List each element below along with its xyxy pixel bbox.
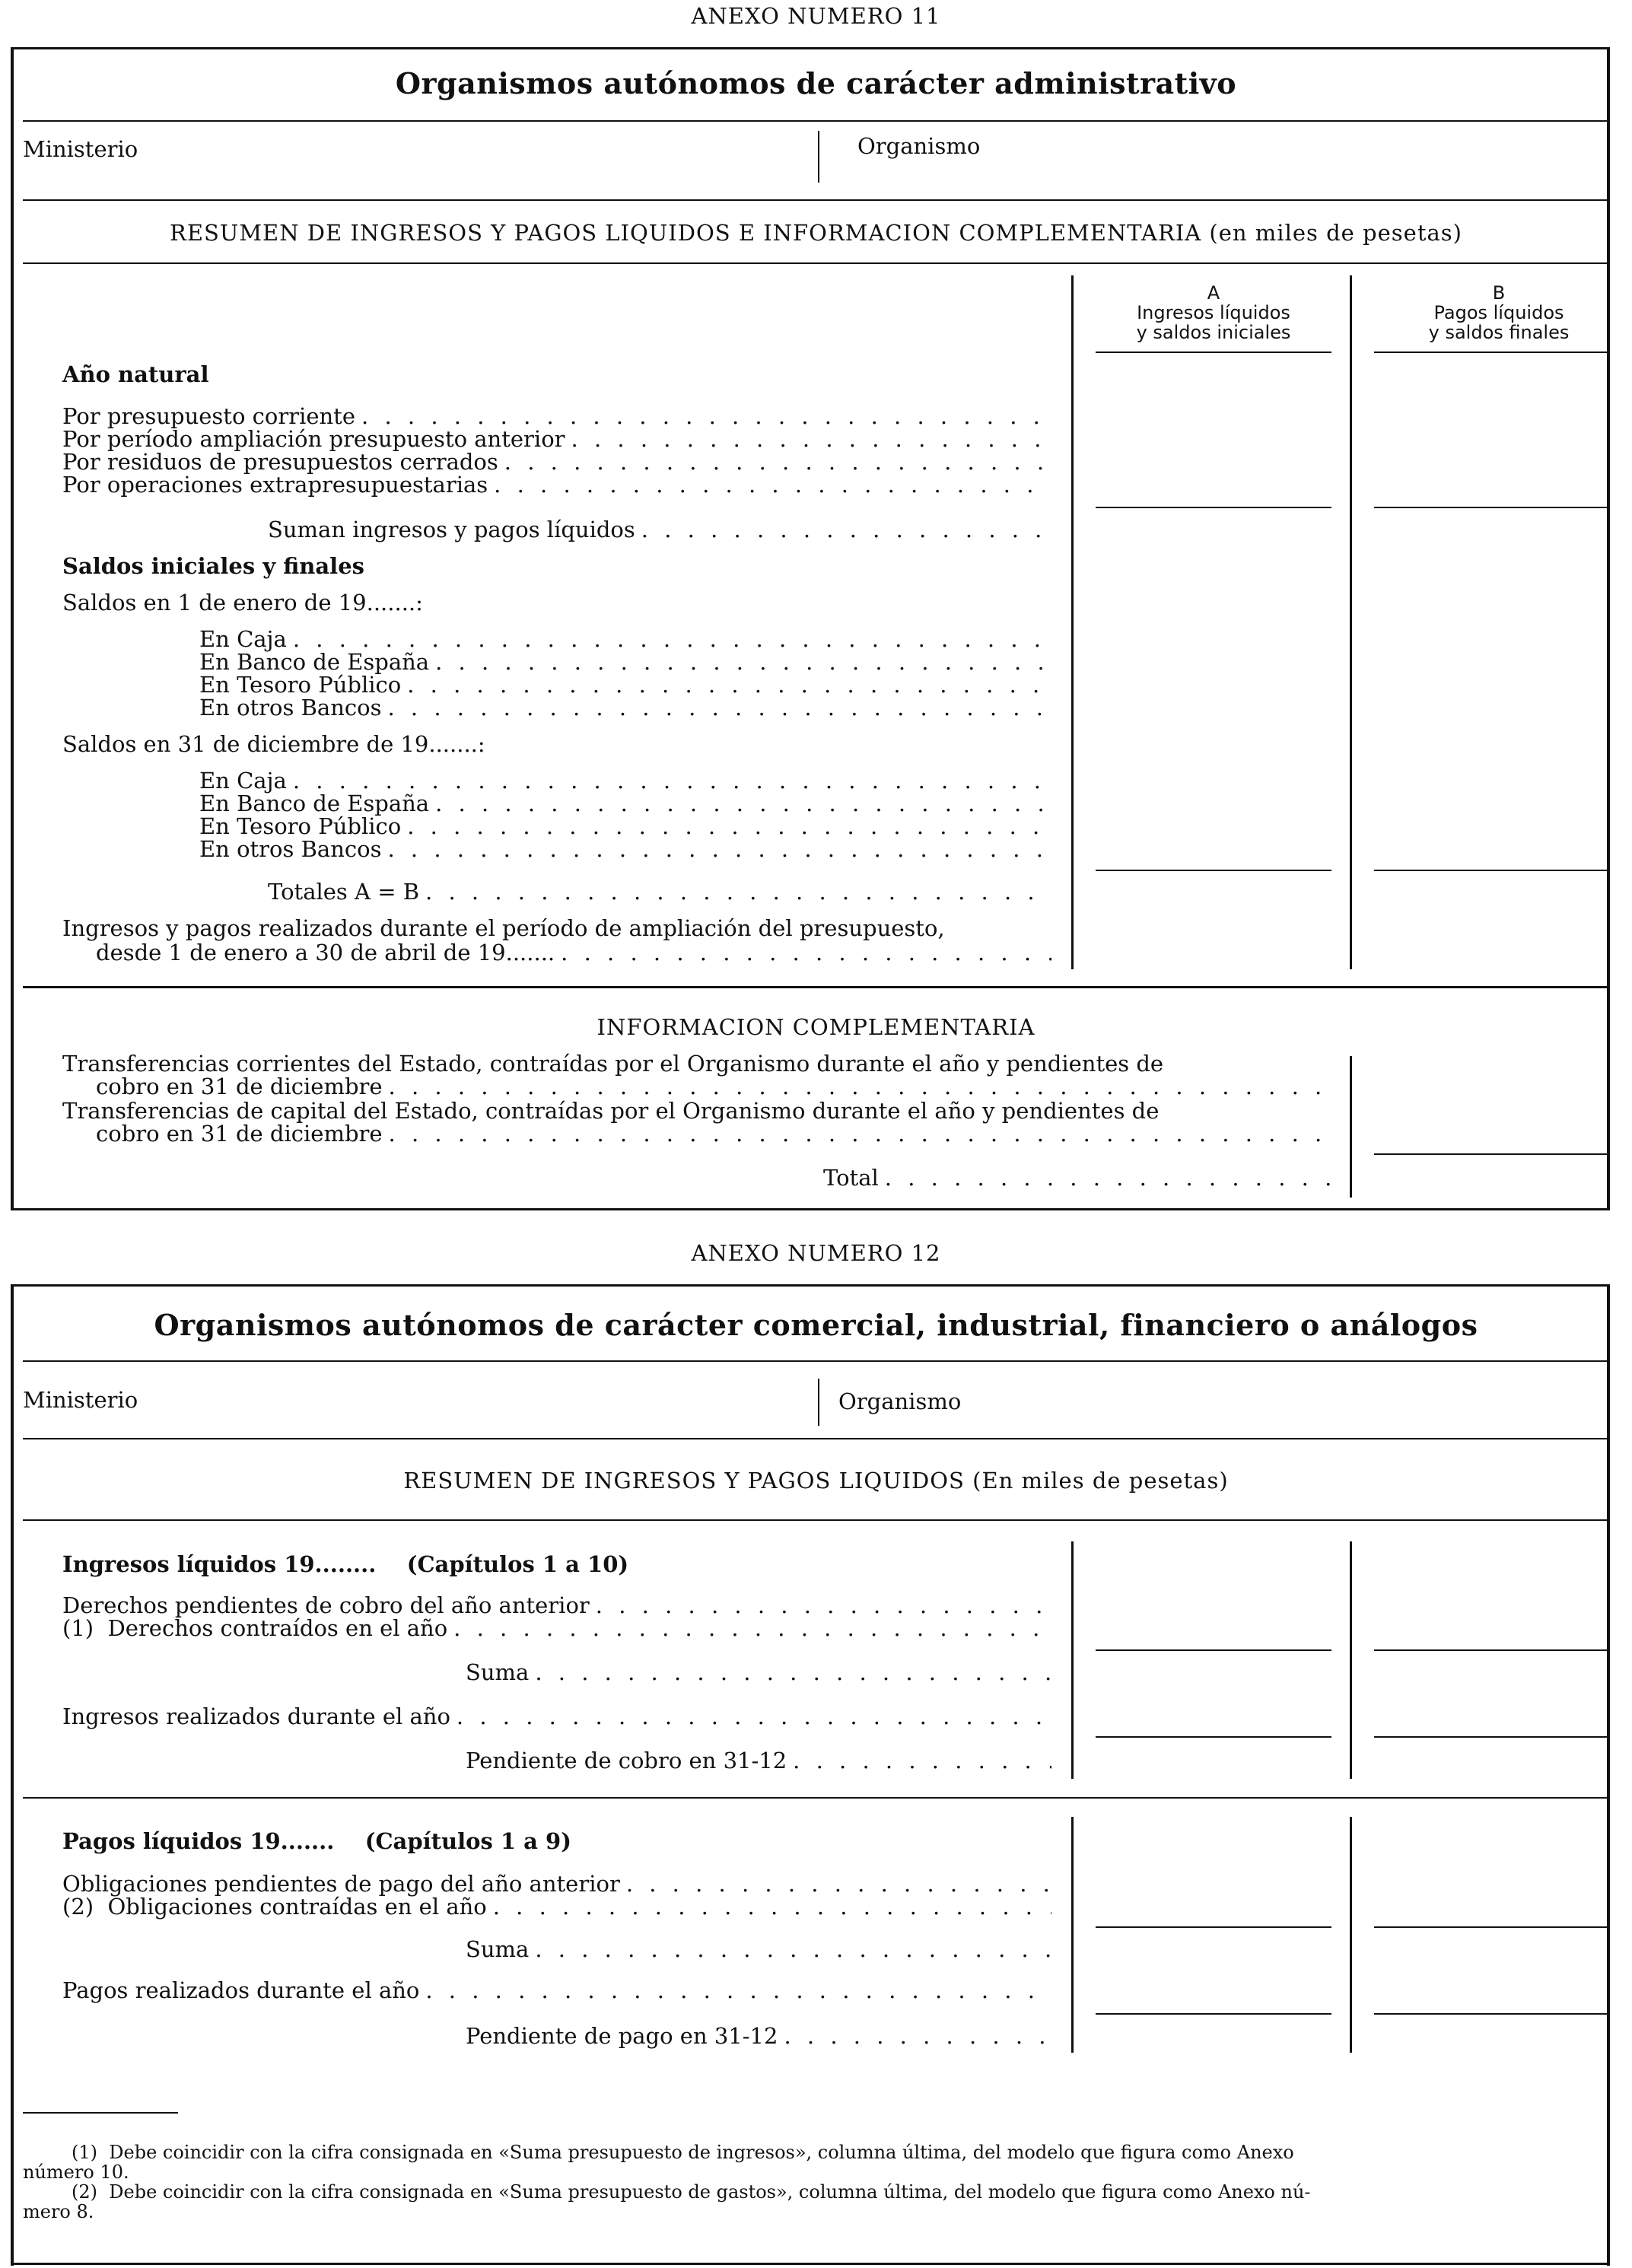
ampliacion-line1: Ingresos y pagos realizados durante el período de ampliación del presupuesto, (62, 915, 945, 941)
ingresos-realizados: Ingresos realizados durante el año . . . (62, 1704, 1051, 1729)
footnote-1-text: Debe coincidir con la cifra consignada en «Suma presupuesto de ingresos», columna última, del modelo que figura como Anexo (109, 2142, 1294, 2163)
col-b-header (1385, 283, 1613, 342)
ano-natural-heading: Año natural (62, 361, 209, 387)
divider (818, 131, 819, 183)
footnote-2-cont: mero 8. (23, 2201, 94, 2222)
annex-11-top-rule (11, 47, 1610, 49)
col-b-rule (1374, 1736, 1610, 1738)
col-b-letter: B (1492, 282, 1506, 304)
enero-en-caja: En Caja . . . (199, 627, 1051, 651)
footnote-ref-1: (1) (62, 1615, 94, 1641)
footnote-rule (23, 2112, 178, 2114)
footnote-2-mark: (2) (72, 2181, 97, 2203)
divider (23, 1438, 1608, 1439)
divider (23, 120, 1608, 122)
column-divider (1071, 275, 1074, 969)
col-b-rule (1374, 351, 1610, 353)
annex-12-bottom-rule (11, 2263, 1610, 2265)
ampliacion-line2: desde 1 de enero a 30 de abril de 19....... . . . (96, 940, 1051, 965)
col-a-line1: Ingresos líquidos (1137, 302, 1290, 323)
totales-a-b: Totales A = B . . . (268, 880, 1051, 904)
col-a-rule (1096, 2013, 1331, 2015)
summary-title: RESUMEN DE INGRESOS Y PAGOS LIQUIDOS E INFORMACION COMPLEMENTARIA (en miles de pesetas) (170, 220, 1462, 246)
divider (23, 986, 1608, 988)
col-a-rule (1096, 1736, 1331, 1738)
suma-pagos: Suma . . . (466, 1937, 1051, 1961)
ingresos-heading-text: Ingresos líquidos 19........ (62, 1551, 377, 1577)
enero-en-tesoro: En Tesoro Público . . . (199, 673, 1051, 697)
annex-12-top-rule (11, 1284, 1610, 1287)
info-total: Total . . . (823, 1166, 1331, 1190)
pagos-liquidos-heading (62, 1829, 571, 1853)
column-divider (1350, 1817, 1352, 2053)
ministerio-label: Ministerio (23, 1387, 138, 1413)
obligaciones-pendientes: Obligaciones pendientes de pago del año anterior . . . (62, 1872, 1051, 1896)
col-a-header (1096, 283, 1331, 342)
col-a-rule (1096, 1926, 1331, 1928)
pagos-capitulos: (Capítulos 1 a 9) (364, 1828, 571, 1854)
organismo-label: Organismo (838, 1388, 962, 1414)
column-divider (1350, 275, 1352, 969)
saldos-heading: Saldos iniciales y finales (62, 553, 364, 579)
footnote-2-text: Debe coincidir con la cifra consignada en «Suma presupuesto de gastos», columna última, del modelo que figura como Anexo nú- (109, 2181, 1311, 2203)
transfer-capital-line2: cobro en 31 de diciembre . . . (96, 1121, 1331, 1146)
divider (23, 1360, 1608, 1362)
annex-12-title: ANEXO NUMERO 12 (691, 1240, 941, 1266)
col-a-letter: A (1207, 282, 1220, 304)
col-b-rule (1374, 1649, 1610, 1651)
obligaciones-contraidas-label: Obligaciones contraídas en el año (107, 1894, 487, 1920)
divider (23, 1797, 1608, 1799)
por-residuos: Por residuos de presupuestos cerrados . . . (62, 450, 1051, 474)
column-divider (1350, 1056, 1352, 1198)
pagos-realizados: Pagos realizados durante el año . . . (62, 1978, 1051, 2002)
dic-en-tesoro: En Tesoro Público . . . (199, 814, 1051, 838)
transfer-corrientes-line1: Transferencias corrientes del Estado, contraídas por el Organismo durante el año y pendientes de (62, 1051, 1164, 1077)
column-divider (1350, 1541, 1352, 1779)
por-periodo-ampliacion: Por período ampliación presupuesto anterior . . . (62, 427, 1051, 451)
pagos-heading-text: Pagos líquidos 19....... (62, 1828, 335, 1854)
col-a-rule (1096, 1649, 1331, 1651)
footnote-1-cont: número 10. (23, 2161, 129, 2183)
saldos-diciembre: Saldos en 31 de diciembre de 19.......: (62, 731, 485, 757)
por-operaciones-extra: Por operaciones extrapresupuestarias . . . (62, 472, 1051, 497)
dic-en-banco-espana: En Banco de España . . . (199, 791, 1051, 816)
suman-ingresos-pagos: Suman ingresos y pagos líquidos . . . (268, 517, 1051, 542)
dic-en-otros-bancos: En otros Bancos . . . (199, 837, 1051, 861)
enero-en-banco-espana: En Banco de España . . . (199, 650, 1051, 674)
col-b-line2: y saldos finales (1428, 322, 1570, 343)
divider (23, 199, 1608, 201)
derechos-contraidos-label: Derechos contraídos en el año (107, 1615, 448, 1641)
footnote-1 (72, 2142, 1294, 2163)
col-a-rule (1096, 351, 1331, 353)
total-rule (1374, 1153, 1610, 1155)
column-divider (1071, 1541, 1074, 1779)
divider (23, 1519, 1608, 1521)
derechos-pendientes: Derechos pendientes de cobro del año anterior . . . (62, 1593, 1051, 1618)
summary-title: RESUMEN DE INGRESOS Y PAGOS LIQUIDOS (En miles de pesetas) (403, 1468, 1229, 1493)
dic-en-caja: En Caja . . . (199, 768, 1051, 793)
transfer-capital-line1: Transferencias de capital del Estado, contraídas por el Organismo durante el año y pendientes de (62, 1098, 1160, 1124)
col-b-rule (1374, 870, 1610, 871)
annex-11-heading: Organismos autónomos de carácter administrativo (395, 66, 1237, 100)
col-a-rule (1096, 870, 1331, 871)
footnote-1-mark: (1) (72, 2142, 97, 2163)
annex-12-heading: Organismos autónomos de carácter comercial, industrial, financiero o análogos (154, 1308, 1478, 1342)
pendiente-cobro: Pendiente de cobro en 31-12 . . . (466, 1748, 1051, 1773)
col-b-rule (1374, 2013, 1610, 2015)
footnote-2 (72, 2182, 1311, 2203)
pendiente-pago: Pendiente de pago en 31-12 . . . (466, 2024, 1051, 2048)
saldos-enero: Saldos en 1 de enero de 19.......: (62, 590, 423, 616)
col-b-rule (1374, 1926, 1610, 1928)
col-a-line2: y saldos iniciales (1136, 322, 1291, 343)
col-a-rule (1096, 507, 1331, 508)
enero-en-otros-bancos: En otros Bancos . . . (199, 695, 1051, 720)
info-complementaria-title: INFORMACION COMPLEMENTARIA (596, 1014, 1036, 1040)
divider (23, 262, 1608, 264)
column-divider (1071, 1817, 1074, 2053)
suma-ingresos: Suma . . . (466, 1660, 1051, 1684)
annex-11-bottom-rule (11, 1208, 1610, 1210)
annex-12-frame (11, 1284, 1610, 2266)
transfer-corrientes-line2: cobro en 31 de diciembre . . . (96, 1074, 1331, 1099)
derechos-contraidos (62, 1616, 1051, 1640)
annex-11-title: ANEXO NUMERO 11 (691, 3, 941, 29)
ingresos-liquidos-heading (62, 1552, 628, 1576)
footnote-ref-2: (2) (62, 1894, 94, 1920)
organismo-label: Organismo (857, 133, 981, 159)
col-b-rule (1374, 507, 1610, 508)
divider (818, 1379, 819, 1426)
ministerio-label: Ministerio (23, 136, 138, 162)
col-b-line1: Pagos líquidos (1433, 302, 1564, 323)
obligaciones-contraidas (62, 1894, 1051, 1919)
ingresos-capitulos: (Capítulos 1 a 10) (406, 1551, 629, 1577)
por-presupuesto-corriente: Por presupuesto corriente . . . (62, 404, 1051, 428)
